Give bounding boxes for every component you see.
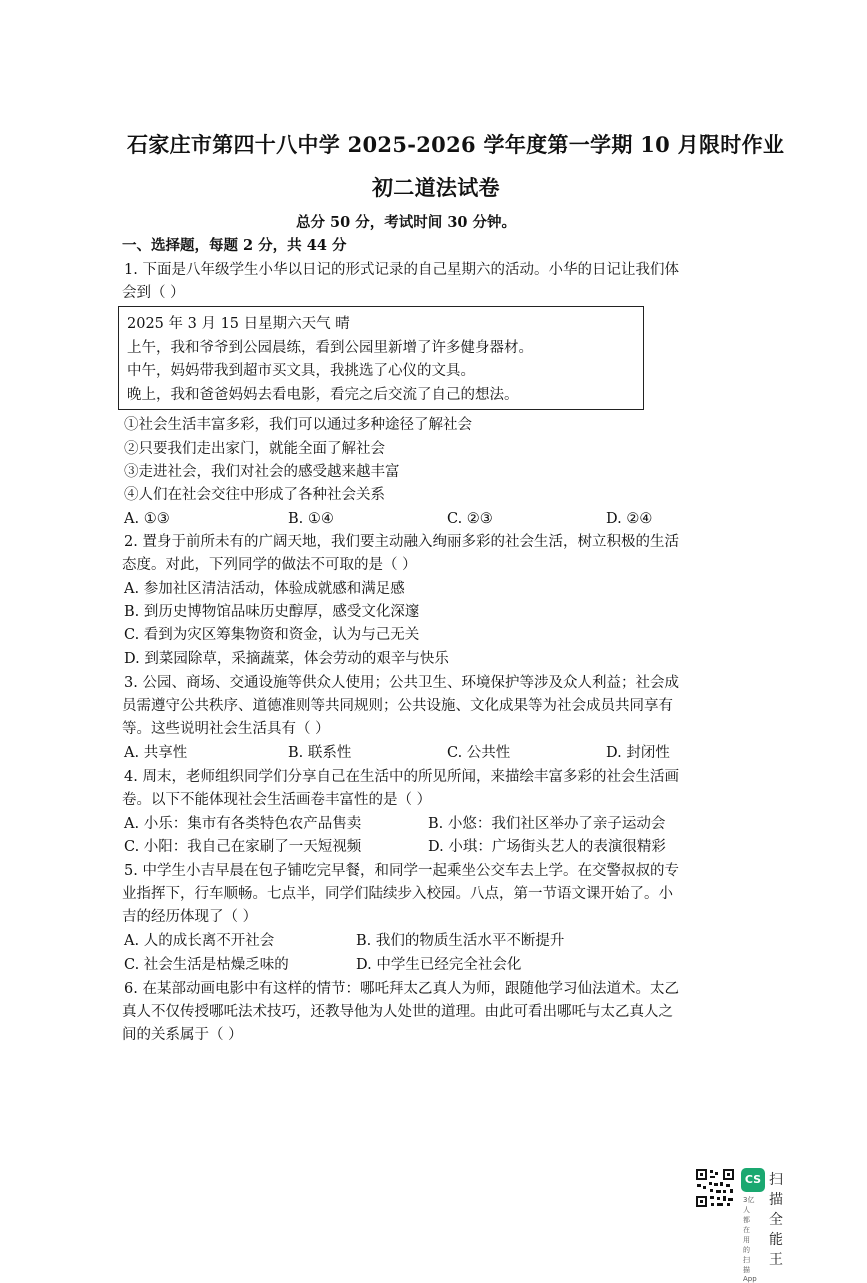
q3-stem-line1: 3. 公园、商场、交通设施等供众人使用；公共卫生、环境保护等涉及众人利益；社会成	[124, 675, 679, 691]
q2-option-b: B. 到历史博物馆品味历史醇厚，感受文化深邃	[124, 604, 420, 620]
scanner-app-name: 扫描全能王	[769, 1172, 783, 1268]
q4-option-c: C. 小阳：我自己在家刷了一天短视频	[124, 839, 362, 855]
q5-stem-line3: 吉的经历体现了（ ）	[122, 909, 258, 925]
q2-option-d: D. 到菜园除草，采摘蔬菜，体会劳动的艰辛与快乐	[124, 651, 449, 667]
diary-line-3: 中午，妈妈带我到超市买文具，我挑选了心仪的文具。	[127, 363, 475, 379]
scanner-tagline: 3亿人都在用的扫描App	[743, 1196, 757, 1283]
qr-code-icon	[695, 1168, 735, 1208]
q6-stem-line1: 6. 在某部动画电影中有这样的情节：哪吒拜太乙真人为师，跟随他学习仙法道术。太乙	[124, 981, 679, 997]
q1-option-d: D. ②④	[606, 511, 653, 527]
q1-item-2: ②只要我们走出家门，就能全面了解社会	[124, 441, 385, 457]
q5-option-a: A. 人的成长离不开社会	[124, 933, 275, 949]
exam-meta: 总分 50 分，考试时间 30 分钟。	[296, 214, 517, 231]
diary-line-4: 晚上，我和爸爸妈妈去看电影，看完之后交流了自己的想法。	[127, 387, 519, 403]
q2-option-a: A. 参加社区清洁活动，体验成就感和满足感	[124, 581, 405, 597]
q1-item-4: ④人们在社会交往中形成了各种社会关系	[124, 487, 385, 503]
q4-option-b: B. 小悠：我们社区举办了亲子运动会	[428, 816, 666, 832]
q5-option-d: D. 中学生已经完全社会化	[356, 957, 522, 973]
q3-option-c: C. 公共性	[447, 745, 511, 761]
q1-item-1: ①社会生活丰富多彩，我们可以通过多种途径了解社会	[124, 417, 472, 433]
q1-option-b: B. ①④	[288, 511, 334, 527]
q3-option-a: A. 共享性	[124, 745, 188, 761]
q3-stem-line3: 等。这些说明社会生活具有（ ）	[122, 721, 330, 737]
q1-option-a: A. ①③	[124, 511, 170, 527]
diary-line-2: 上午，我和爷爷到公园晨练，看到公园里新增了许多健身器材。	[127, 340, 533, 356]
diary-line-1: 2025 年 3 月 15 日星期六天气 晴	[127, 316, 350, 332]
q2-stem-line2: 态度。对此，下列同学的做法不可取的是（ ）	[122, 557, 417, 573]
q1-item-3: ③走进社会，我们对社会的感受越来越丰富	[124, 464, 400, 480]
q6-stem-line2: 真人不仅传授哪吒法术技巧，还教导他为人处世的道理。由此可看出哪吒与太乙真人之	[122, 1004, 673, 1020]
q6-stem-line3: 间的关系属于（ ）	[122, 1027, 243, 1043]
q1-option-c: C. ②③	[447, 511, 493, 527]
q4-option-a: A. 小乐：集市有各类特色农产品售卖	[124, 816, 362, 832]
exam-title: 石家庄市第四十八中学 2025-2026 学年度第一学期 10 月限时作业	[127, 132, 785, 157]
q1-stem-line2: 会到（ ）	[122, 285, 185, 301]
q3-stem-line2: 员需遵守公共秩序、道德准则等共同规则；公共设施、文化成果等为社会成员共同享有	[122, 698, 673, 714]
exam-subtitle: 初二道法试卷	[372, 175, 500, 200]
q5-stem-line1: 5. 中学生小吉早晨在包子铺吃完早餐，和同学一起乘坐公交车去上学。在交警叔叔的专	[124, 863, 679, 879]
q1-stem-line1: 1. 下面是八年级学生小华以日记的形式记录的自己星期六的活动。小华的日记让我们体	[124, 262, 679, 278]
q2-option-c: C. 看到为灾区筹集物资和资金，认为与己无关	[124, 627, 420, 643]
section-heading: 一、选择题，每题 2 分，共 44 分	[122, 237, 347, 254]
q2-stem-line1: 2. 置身于前所未有的广阔天地，我们要主动融入绚丽多彩的社会生活，树立积极的生活	[124, 534, 679, 550]
camscanner-logo-icon: CS	[741, 1168, 765, 1192]
q4-stem-line1: 4. 周末，老师组织同学们分享自己在生活中的所见所闻，来描绘丰富多彩的社会生活画	[124, 769, 679, 785]
q4-option-d: D. 小琪：广场街头艺人的表演很精彩	[428, 839, 666, 855]
q5-stem-line2: 业指挥下，行车顺畅。七点半，同学们陆续步入校园。八点，第一节语文课开始了。小	[122, 886, 673, 902]
q5-option-b: B. 我们的物质生活水平不断提升	[356, 933, 565, 949]
q4-stem-line2: 卷。以下不能体现社会生活画卷丰富性的是（ ）	[122, 792, 432, 808]
q5-option-c: C. 社会生活是枯燥乏味的	[124, 957, 289, 973]
q3-option-b: B. 联系性	[288, 745, 352, 761]
q3-option-d: D. 封闭性	[606, 745, 670, 761]
